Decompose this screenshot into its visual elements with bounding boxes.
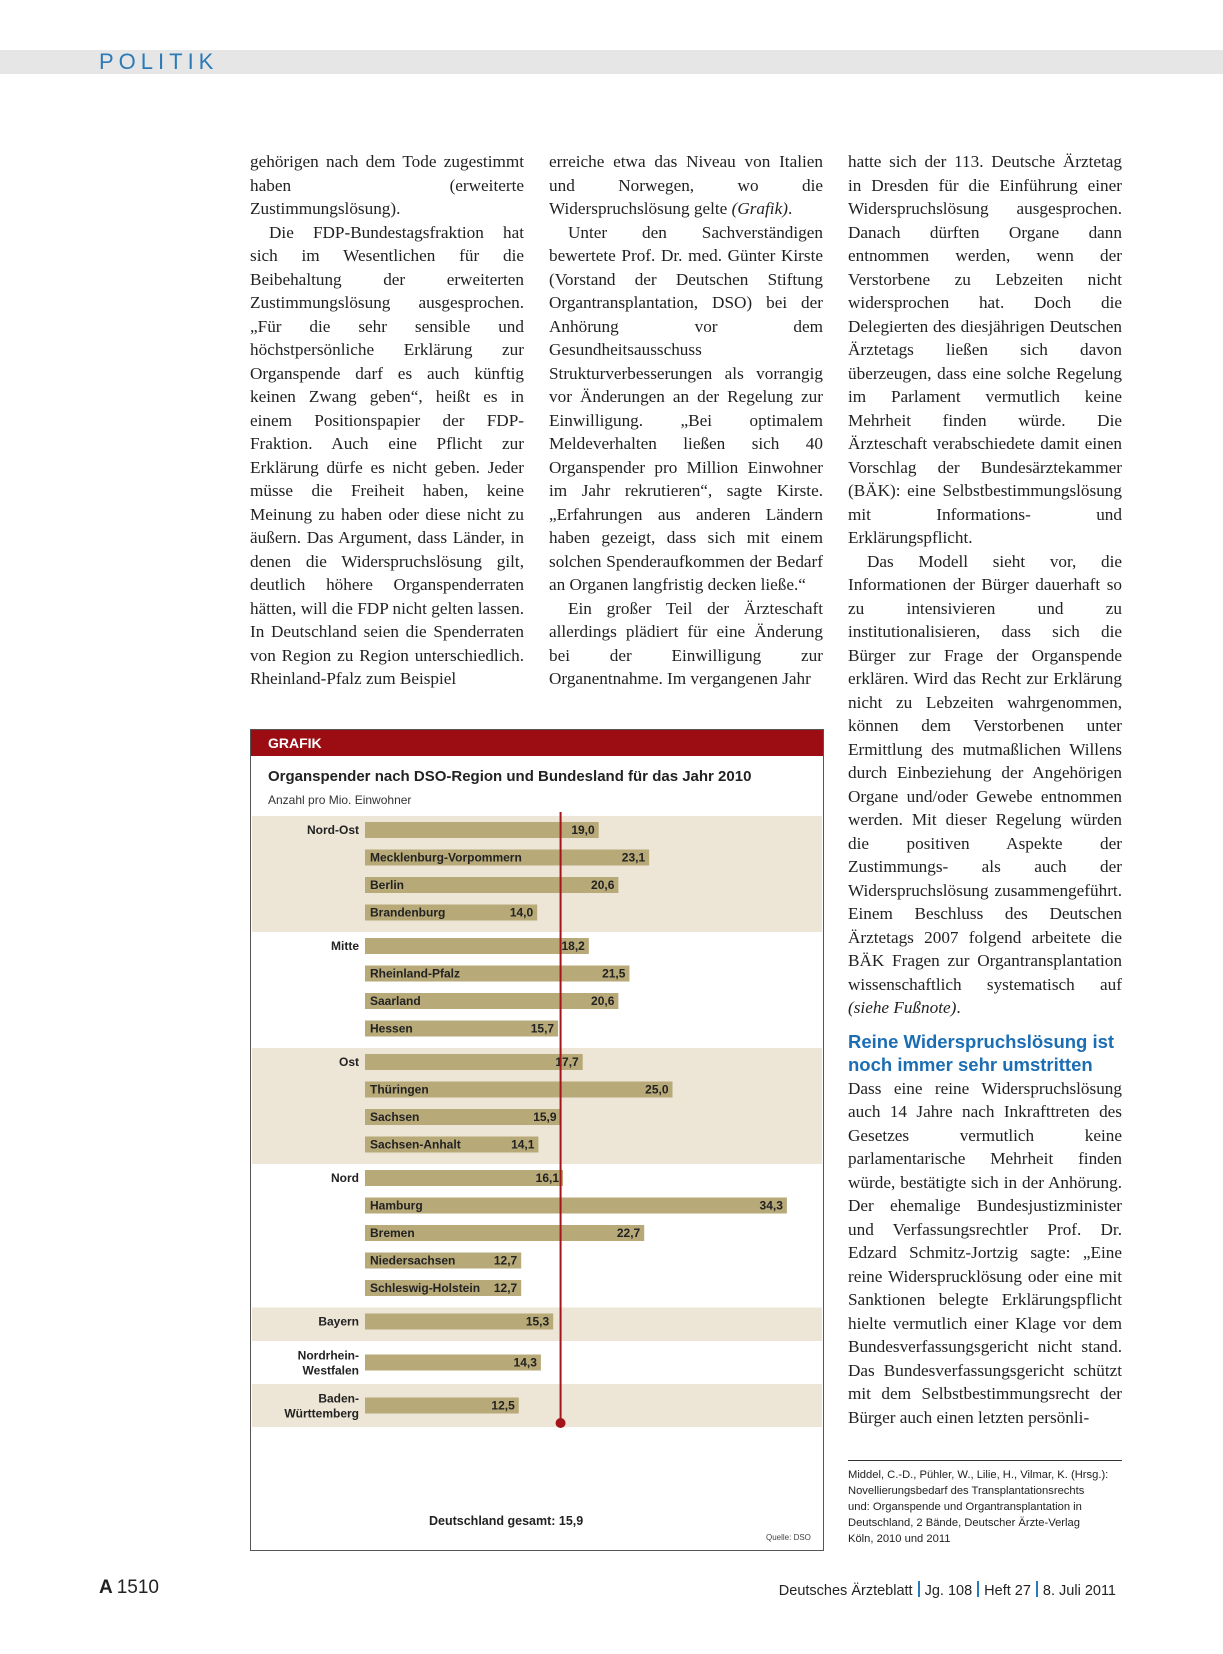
region-bar	[365, 938, 589, 954]
journal-issue: Heft 27	[984, 1583, 1031, 1599]
bar-value-label: 20,6	[591, 878, 615, 892]
journal-name: Deutsches Ärzteblatt	[778, 1583, 913, 1599]
paragraph: Ein großer Teil der Ärzteschaft allerdings plädiert für eine Änderung bei der Einwilligung zur Organentnahme. Im vergangenen Jahr	[549, 598, 823, 688]
bar-value-label: 25,0	[645, 1082, 669, 1097]
state-label: Mecklenburg-Vorpommern	[370, 850, 522, 865]
paragraph: gehörigen nach dem Tode zugestimmt haben (erweiterte Zustimmungslösung).	[250, 152, 524, 218]
region-bar	[365, 1170, 563, 1186]
state-label: Schleswig-Holstein	[370, 1281, 481, 1295]
journal-masthead	[779, 1581, 1116, 1599]
state-label: Sachsen	[370, 1110, 420, 1124]
region-label: Westfalen	[302, 1363, 359, 1378]
paragraph: Das Modell sieht vor, die Informationen der Bürger dauerhaft so zu intensivieren und zu institutionalisieren, dass sich die Bürger zur Frage der Organspende erklären. Wird das Recht zur Erklärung nicht zu Lebzeiten wahrgenommen, können dem Verstorbenen unter Ermittlung des mutmaßlichen Willens durch Einbeziehung der Angehörigen Organe und/oder Gewebe entnommen werden. Mit dieser Regelung würden die positiven Aspekte der Zustimmungs- als auch der Widerspruchslösung zusammengeführt. Einem Beschluss des Deutschen Ärztetags 2007 folgend arbeitete die BÄK Fragen zur Organtransplantation wissenschaftlich systematisch auf (siehe Fußnote).	[848, 551, 1122, 1017]
bar-value-label: 15,9	[533, 1110, 557, 1124]
figure-reference: (Grafik)	[731, 199, 788, 218]
text-column-3	[848, 150, 1122, 1429]
state-label: Niedersachsen	[370, 1253, 456, 1268]
chart-title: Organspender nach DSO-Region und Bundesland für das Jahr 2010	[268, 768, 752, 785]
page-number: A 1510	[99, 1577, 160, 1598]
journal-date: 8. Juli 2011	[1042, 1583, 1116, 1599]
region-bar	[365, 822, 599, 838]
bar-value-label: 14,3	[513, 1355, 537, 1370]
state-label: Saarland	[370, 994, 421, 1008]
reference-marker	[556, 1418, 566, 1428]
grafik-label: GRAFIK	[251, 730, 823, 756]
separator	[1036, 1581, 1038, 1597]
paragraph: Dass eine reine Widerspruchslösung auch 14 Jahre nach Inkrafttreten des Gesetzes vermutlich keine parlamentarische Mehrheit finden würde, bestätigte sich in der Anhörung. Der ehemalige Bundesjustizminister und Verfassungsrechtler Prof. Dr. Edzard Schmitz-Jortzig sagte: „Eine reine Widersprucklösung oder eine mit Sanktionen belegte Erklärungspflicht hielte vermutlich einer Klage vor dem Bundesverfassungsgericht nicht stand. Das Bundesverfassungsgericht schützt mit dem Selbstbestimmungsrecht der Bürger auch einen letzten persönli-	[848, 1078, 1122, 1427]
region-label: Bayern	[318, 1314, 359, 1329]
footnote-line: Novellierungsbedarf des Transplantationsrechts	[848, 1485, 1085, 1497]
footnote	[848, 1460, 1122, 1547]
bar-value-label: 12,5	[491, 1398, 515, 1413]
region-label: Mitte	[331, 939, 359, 953]
footnote-line: Deutschland, 2 Bände, Deutscher Ärzte-Verlag	[848, 1517, 1080, 1529]
region-label: Ost	[338, 1055, 359, 1069]
state-label: Hamburg	[370, 1198, 423, 1213]
state-label: Thüringen	[370, 1082, 429, 1097]
paragraph: Die FDP-Bundestagsfraktion hat sich im Wesentlichen für die Beibehaltung der erweiterten Zustimmungslösung ausgesprochen. „Für die sehr sensible und höchstpersönliche Erklärung zur Organspende darf es auch künftig keinen Zwang geben“, heißt es in einem Positionspapier der FDP-Fraktion. Auch eine Pflicht zur Erklärung dürfe es nicht geben. Jeder müsse die Freiheit haben, keine Meinung zu haben oder diese nicht zu äußern. Das Argument, dass Länder, in denen die Widerspruchslösung gilt, deutlich höhere Organspenderraten hätten, will die FDP nicht gelten lassen. In Deutschland seien die Spenderraten von Region zu Region unterschiedlich. Rheinland-Pfalz zum Beispiel	[250, 222, 524, 688]
region-label: Nord	[331, 1171, 359, 1185]
footnote-reference: (siehe Fußnote)	[848, 998, 957, 1017]
region-label: Baden-	[318, 1391, 359, 1406]
state-label: Hessen	[370, 1021, 413, 1036]
state-label: Brandenburg	[370, 905, 446, 920]
region-bar	[365, 1054, 583, 1070]
region-band	[252, 1384, 822, 1427]
footnote-line: und: Organspende und Organtransplantation in	[848, 1501, 1082, 1513]
state-bar	[365, 1198, 787, 1214]
footnote-line: Köln, 2010 und 2011	[848, 1533, 951, 1545]
bar-value-label: 18,2	[561, 939, 585, 953]
bar-value-label: 22,7	[616, 1226, 641, 1240]
paragraph: erreiche etwa das Niveau von Italien und Norwegen, wo die Widerspruchslösung gelte (Grafik).	[549, 152, 823, 218]
region-label: Nordrhein-	[297, 1348, 359, 1363]
state-label: Sachsen-Anhalt	[370, 1137, 461, 1152]
bar-value-label: 21,5	[602, 966, 626, 981]
state-label: Berlin	[370, 878, 405, 892]
paragraph: Unter den Sachverständigen bewertete Prof. Dr. med. Günter Kirste (Vorstand der Deutschen Stiftung Organtransplantation, DSO) bei der Anhörung vor dem Gesundheitsausschuss Strukturverbesserungen als vorrangig vor Änderungen an der Regelung zur Einwilligung. „Bei optimalem Meldeverhalten ließen sich 40 Organspender pro Million Einwohner im Jahr rekrutieren“, sagte Kirste. „Erfahrungen aus anderen Ländern haben gezeigt, dass sich mit einem solchen Spenderaufkommen der Bedarf an Organen langfristig decken ließe.“	[549, 222, 823, 594]
text-column-2	[549, 150, 823, 691]
bar-value-label: 23,1	[621, 850, 646, 865]
bar-value-label: 16,1	[535, 1171, 560, 1185]
separator	[918, 1581, 920, 1597]
region-label: Nord-Ost	[307, 823, 359, 837]
bar-value-label: 17,7	[555, 1055, 579, 1069]
chart-subtitle: Anzahl pro Mio. Einwohner	[268, 793, 412, 807]
paragraph: hatte sich der 113. Deutsche Ärztetag in Dresden für die Einführung einer Widerspruchslösung ausgesprochen. Danach dürften Organe dann entnommen werden, wenn der Verstorbene zu Lebzeiten nicht widersprochen hat. Doch die Delegierten des diesjährigen Deutschen Ärztetags ließen sich davon überzeugen, dass eine solche Regelung im Parlament vermutlich keine Mehrheit finden würde. Die Ärzteschaft verabschiedete damit einen Vorschlag der Bundesärztekammer (BÄK): eine Selbstbestimmungslösung mit Informations- und Erklärungspflicht.	[848, 152, 1122, 547]
grafik-box	[250, 729, 824, 1551]
bar-value-label: 14,1	[511, 1137, 535, 1152]
section-label: POLITIK	[99, 49, 219, 74]
footnote-line: Middel, C.-D., Pühler, W., Lilie, H., Vilmar, K. (Hrsg.):	[848, 1469, 1109, 1481]
bar-value-label: 34,3	[759, 1198, 783, 1213]
bar-value-label: 14,0	[509, 905, 534, 920]
bar-value-label: 19,0	[571, 823, 595, 837]
text-column-1	[250, 150, 524, 691]
chart-source: Quelle: DSO	[766, 1533, 811, 1542]
bar-value-label: 12,7	[493, 1281, 518, 1295]
region-label: Württemberg	[284, 1406, 359, 1421]
bar-value-label: 20,6	[591, 994, 615, 1008]
bar-value-label: 15,3	[525, 1314, 550, 1329]
journal-volume: Jg. 108	[924, 1583, 973, 1599]
subheading: Reine Widerspruchslösung ist noch immer sehr umstritten	[848, 1030, 1115, 1075]
state-label: Rheinland-Pfalz	[370, 966, 461, 981]
state-label: Bremen	[370, 1226, 415, 1240]
reference-label: Deutschland gesamt: 15,9	[429, 1514, 584, 1528]
bar-value-label: 12,7	[493, 1253, 518, 1268]
separator	[977, 1581, 979, 1597]
bar-value-label: 15,7	[530, 1021, 555, 1036]
bar-chart	[251, 730, 823, 1550]
